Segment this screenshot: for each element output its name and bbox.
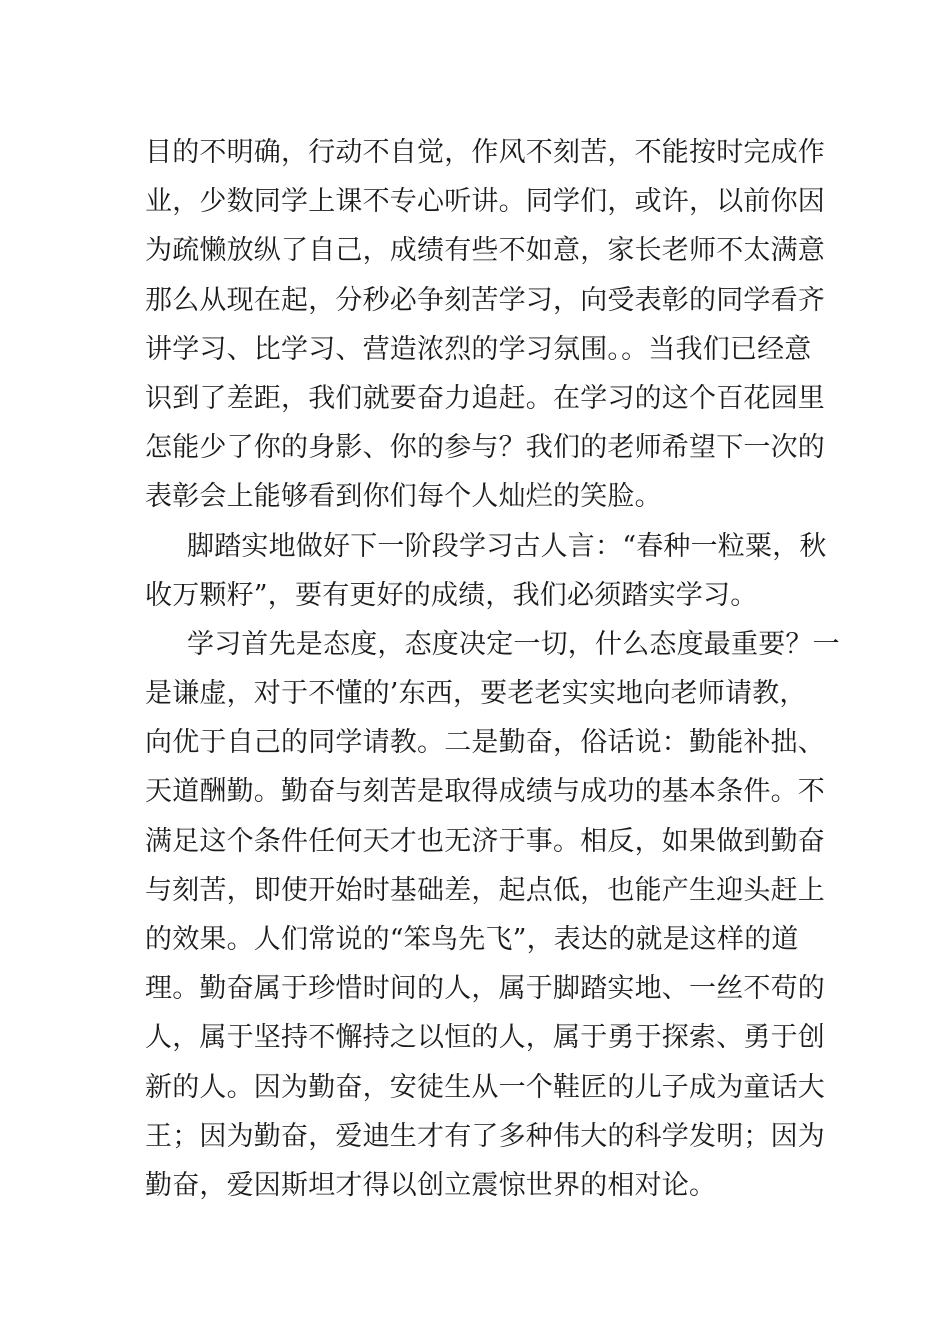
text-line: 的效果。人们常说的“笨鸟先飞”，表达的就是这样的道: [145, 924, 799, 955]
text-line: 向优于自己的同学请教。二是勤奋，俗话说：勤能补拙、: [145, 727, 825, 759]
text-line: 那么从现在起，分秒必争刻苦学习，向受表彰的同学看齐: [145, 284, 825, 316]
paragraph-start-line: 学习首先是态度，态度决定一切，什么态度最重要？一: [187, 628, 840, 660]
text-line: 人，属于坚持不懈持之以恒的人，属于勇于探索、勇于创: [145, 1022, 825, 1054]
text-line: 满足这个条件任何天才也无济于事。相反，如果做到勤奋: [145, 825, 825, 857]
body-text: [145, 128, 840, 1210]
text-line: 天道酬勤。勤奋与刻苦是取得成绩与成功的基本条件。不: [145, 776, 825, 808]
text-line: 讲学习、比学习、营造浓烈的学习氛围。。当我们已经意: [145, 333, 812, 365]
text-line: 怎能少了你的身影、你的参与？我们的老师希望下一次的: [145, 432, 825, 464]
text-line: 勤奋，爱因斯坦才得以创立震惊世界的相对论。: [145, 1169, 717, 1201]
text-line: 为疏懒放纵了自己，成绩有些不如意，家长老师不太满意: [145, 235, 825, 267]
text-line: 与刻苦，即使开始时基础差，起点低，也能产生迎头赶上: [145, 874, 825, 906]
text-line: 新的人。因为勤奋，安徒生从一个鞋匠的儿子成为童话大: [145, 1071, 825, 1103]
text-line: 理。勤奋属于珍惜时间的人，属于脚踏实地、一丝不苟的: [145, 973, 825, 1005]
text-line: 是谦虚，对于不懂的’东西，要老老实实地向老师请教，: [145, 678, 807, 710]
text-line: 表彰会上能够看到你们每个人灿烂的笑脸。: [145, 481, 662, 513]
text-line: 目的不明确，行动不自觉，作风不刻苦，不能按时完成作: [145, 137, 825, 168]
text-line: 收万颗籽”，要有更好的成绩，我们必须踏实学习。: [145, 579, 758, 611]
text-line: 业，少数同学上课不专心听讲。同学们，或许，以前你因: [145, 186, 825, 218]
paragraph-start-line: 脚踏实地做好下一阶段学习古人言：“春种一粒粟，秋: [187, 530, 827, 562]
text-line: 识到了差距，我们就要奋力追赶。在学习的这个百花园里: [145, 382, 825, 414]
text-line: 王；因为勤奋，爱迪生才有了多种伟大的科学发明；因为: [145, 1120, 825, 1152]
